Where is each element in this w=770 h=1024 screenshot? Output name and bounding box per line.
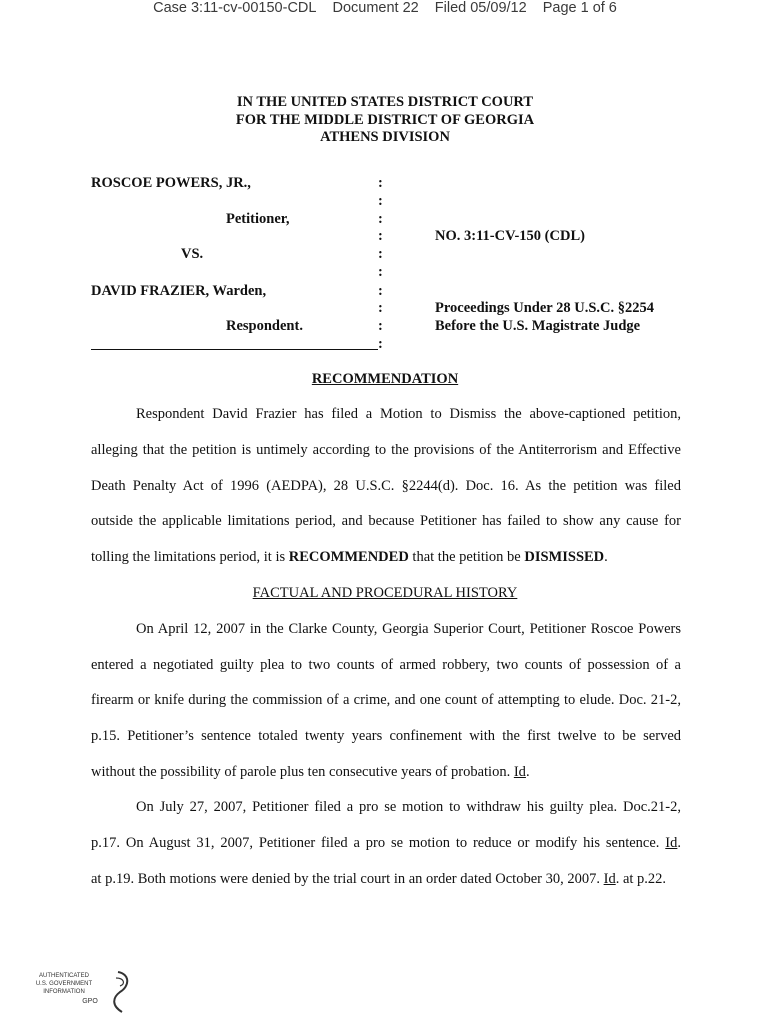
- body-line: outside the applicable limitations period, and because Petitioner has failed to show any cause for: [91, 513, 681, 529]
- logo-text: U.S. GOVERNMENT: [35, 981, 93, 987]
- caption-colon: :: [378, 336, 383, 352]
- case-number-stamp: Case 3:11-cv-00150-CDL: [153, 0, 317, 16]
- petitioner-role: Petitioner,: [226, 211, 290, 227]
- eagle-wing-icon: [116, 978, 123, 986]
- ecf-header-stamp: [0, 0, 770, 16]
- body-line: p.15. Petitioner’s sentence totaled twenty years confinement with the first twelve to be served: [91, 728, 681, 744]
- body-line: tolling the limitations period, it is RECOMMENDED that the petition be DISMISSED.: [91, 549, 608, 565]
- id-citation: Id: [513, 764, 526, 780]
- id-citation: Id: [665, 835, 678, 851]
- caption-colon: :: [378, 264, 383, 280]
- caption-colon: :: [378, 283, 383, 299]
- versus-label: VS.: [181, 246, 204, 262]
- filed-date-stamp: Filed 05/09/12: [434, 0, 527, 16]
- body-line: firearm or knife during the commission of a crime, and one count of attempting to elude. Doc. 21-2,: [91, 692, 681, 708]
- body-line: On April 12, 2007 in the Clarke County, Georgia Superior Court, Petitioner Roscoe Powers: [136, 621, 681, 637]
- court-line-1: IN THE UNITED STATES DISTRICT COURT: [236, 94, 534, 110]
- caption-rule: [91, 349, 378, 350]
- court-line-3: ATHENS DIVISION: [320, 129, 450, 145]
- body-line: entered a negotiated guilty plea to two counts of armed robbery, two counts of possession of a: [91, 657, 681, 673]
- body-line: at p.19. Both motions were denied by the trial court in an order dated October 30, 2007. Id. at p.22.: [91, 871, 667, 887]
- respondent-role: Respondent.: [226, 318, 303, 334]
- history-heading: FACTUAL AND PROCEDURAL HISTORY: [252, 585, 518, 601]
- logo-text: GPO: [82, 998, 98, 1005]
- court-title: [0, 94, 770, 147]
- court-line-2: FOR THE MIDDLE DISTRICT OF GEORGIA: [235, 111, 535, 128]
- caption-colon: :: [378, 246, 383, 262]
- page-count-stamp: Page 1 of 6: [542, 0, 617, 16]
- body-line: Death Penalty Act of 1996 (AEDPA), 28 U.S.C. §2244(d). Doc. 16. As the petition was filed: [91, 478, 681, 494]
- body-line: p.17. On August 31, 2007, Petitioner filed a pro se motion to reduce or modify his sentence. Id.: [91, 835, 681, 851]
- recommendation-heading: RECOMMENDATION: [311, 371, 459, 387]
- logo-text: AUTHENTICATED: [39, 973, 89, 979]
- respondent-name: DAVID FRAZIER, Warden,: [91, 283, 267, 299]
- body-line: Respondent David Frazier has filed a Motion to Dismiss the above-captioned petition,: [136, 406, 681, 422]
- proceedings-line-2: Before the U.S. Magistrate Judge: [435, 318, 641, 334]
- body-line: On July 27, 2007, Petitioner filed a pro se motion to withdraw his guilty plea. Doc.21-2,: [136, 799, 681, 815]
- caption-colon: :: [378, 300, 383, 316]
- caption-colon: :: [378, 228, 383, 244]
- caption-colon: :: [378, 211, 383, 227]
- id-citation: Id: [603, 871, 616, 887]
- document-number-stamp: Document 22: [332, 0, 419, 16]
- caption-colon: :: [378, 193, 383, 209]
- caption-colon: :: [378, 175, 383, 191]
- petitioner-name: ROSCOE POWERS, JR.,: [91, 175, 251, 191]
- caption-colon: :: [378, 318, 383, 334]
- body-line: without the possibility of parole plus ten consecutive years of probation. Id.: [91, 764, 530, 780]
- logo-text: INFORMATION: [43, 989, 85, 995]
- proceedings-line-1: Proceedings Under 28 U.S.C. §2254: [435, 300, 654, 316]
- body-line: alleging that the petition is untimely according to the provisions of the Antiterrorism and Effective: [91, 442, 681, 458]
- case-number: NO. 3:11-CV-150 (CDL): [435, 228, 585, 244]
- gpo-authentication-logo: [34, 968, 134, 1018]
